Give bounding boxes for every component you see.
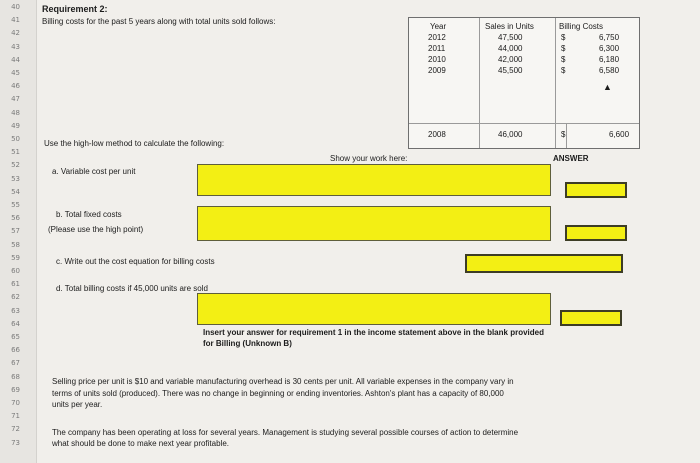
row-number: 47 [11,95,20,104]
answer-box-a[interactable] [565,182,627,198]
row-number: 69 [11,385,20,394]
item-a-label: a. Variable cost per unit [52,167,136,176]
row-number: 61 [11,280,20,289]
row-number: 45 [11,69,20,77]
answer-box-d[interactable] [560,310,622,326]
row-number: 53 [11,174,20,183]
row-number: 59 [11,253,20,262]
para1-line3: units per year. [52,400,103,409]
show-work-label: Show your work here: [330,154,408,163]
row-number: 40 [11,3,20,11]
row-number: 62 [11,293,20,302]
billing-table [408,17,640,149]
instruction-text: Use the high-low method to calculate the following: [44,139,225,148]
table-row-currency: $ [561,66,566,75]
table-row-cost: 6,750 [599,33,620,42]
row-number: 49 [11,121,20,130]
row-number: 54 [11,187,20,196]
answer-label: ANSWER [553,154,589,163]
answer-box-c[interactable] [465,254,623,273]
work-area-b[interactable] [197,206,551,241]
note-line-2: for Billing (Unknown B) [203,339,292,348]
table-row-currency: $ [561,44,566,53]
header-billing: Billing Costs [559,22,604,31]
row-number: 72 [11,425,20,434]
row-number: 60 [11,267,20,275]
item-b-label: b. Total fixed costs [56,210,122,219]
table-row-year: 2009 [428,66,446,75]
item-c-label: c. Write out the cost equation for billing costs [56,257,215,266]
row-number: 64 [11,319,20,328]
row-number: 41 [11,16,20,25]
row-number: 63 [11,306,20,315]
row-number: 44 [11,55,20,64]
mouse-cursor-icon: ▲ [603,82,612,92]
table-row-units: 47,500 [498,33,523,42]
note-line-1: Insert your answer for requirement 1 in the income statement above in the blank provided [203,328,544,337]
work-area-d[interactable] [197,293,551,325]
row-number: 46 [11,82,20,91]
table-row-units: 42,000 [498,55,523,64]
row-number: 43 [11,42,20,51]
row-number: 66 [11,346,20,355]
para2-line2: what should be done to make next year profitable. [52,439,229,448]
answer-box-b[interactable] [565,225,627,241]
row-number: 55 [11,201,20,209]
para2-line1: The company has been operating at loss for several years. Management is studying several possible courses of action to determine [52,428,519,437]
table-row-year: 2010 [428,55,446,64]
table-row-units: 45,500 [498,66,523,75]
row-number: 51 [11,148,20,157]
table-row-currency: $ [561,33,566,42]
table-row-units: 44,000 [498,44,523,53]
row-number: 42 [11,29,20,38]
row-number: 56 [11,214,20,223]
table-row-cost: 6,580 [599,66,620,75]
row-number: 65 [11,333,20,341]
item-d-label: d. Total billing costs if 45,000 units are sold [56,284,208,293]
intro-text: Billing costs for the past 5 years along with total units sold follows: [42,17,276,26]
para1-line1: Selling price per unit is $10 and variable manufacturing overhead is 30 cents per unit. All variable expenses in the company vary in [52,377,514,386]
table-row-year: 2008 [428,130,446,139]
table-row-units: 46,000 [498,130,523,139]
row-number: 58 [11,240,20,249]
table-row-cost: 6,300 [599,44,620,53]
row-number: 73 [11,438,20,447]
table-row-currency: $ [561,130,566,139]
para1-line2: terms of units sold (produced). There was no change in beginning or ending inventories. Ashton's plant has a capacity of 80,000 [52,389,504,398]
work-area-a[interactable] [197,164,551,196]
item-b-note: (Please use the high point) [48,225,144,234]
table-row-cost: 6,180 [599,55,620,64]
table-row-year: 2012 [428,33,446,42]
table-row-year: 2011 [428,44,446,53]
row-number: 57 [11,227,20,236]
row-number: 50 [11,135,20,143]
row-number: 68 [11,372,20,381]
row-number: 70 [11,399,20,407]
header-units: Sales in Units [485,22,534,31]
header-year: Year [430,22,447,31]
requirement-title: Requirement 2: [42,4,108,14]
row-number: 48 [11,108,20,117]
row-number: 71 [11,412,20,421]
row-number: 67 [11,359,20,368]
table-row-cost: 6,600 [609,130,630,139]
table-row-currency: $ [561,55,566,64]
row-number: 52 [11,161,20,170]
